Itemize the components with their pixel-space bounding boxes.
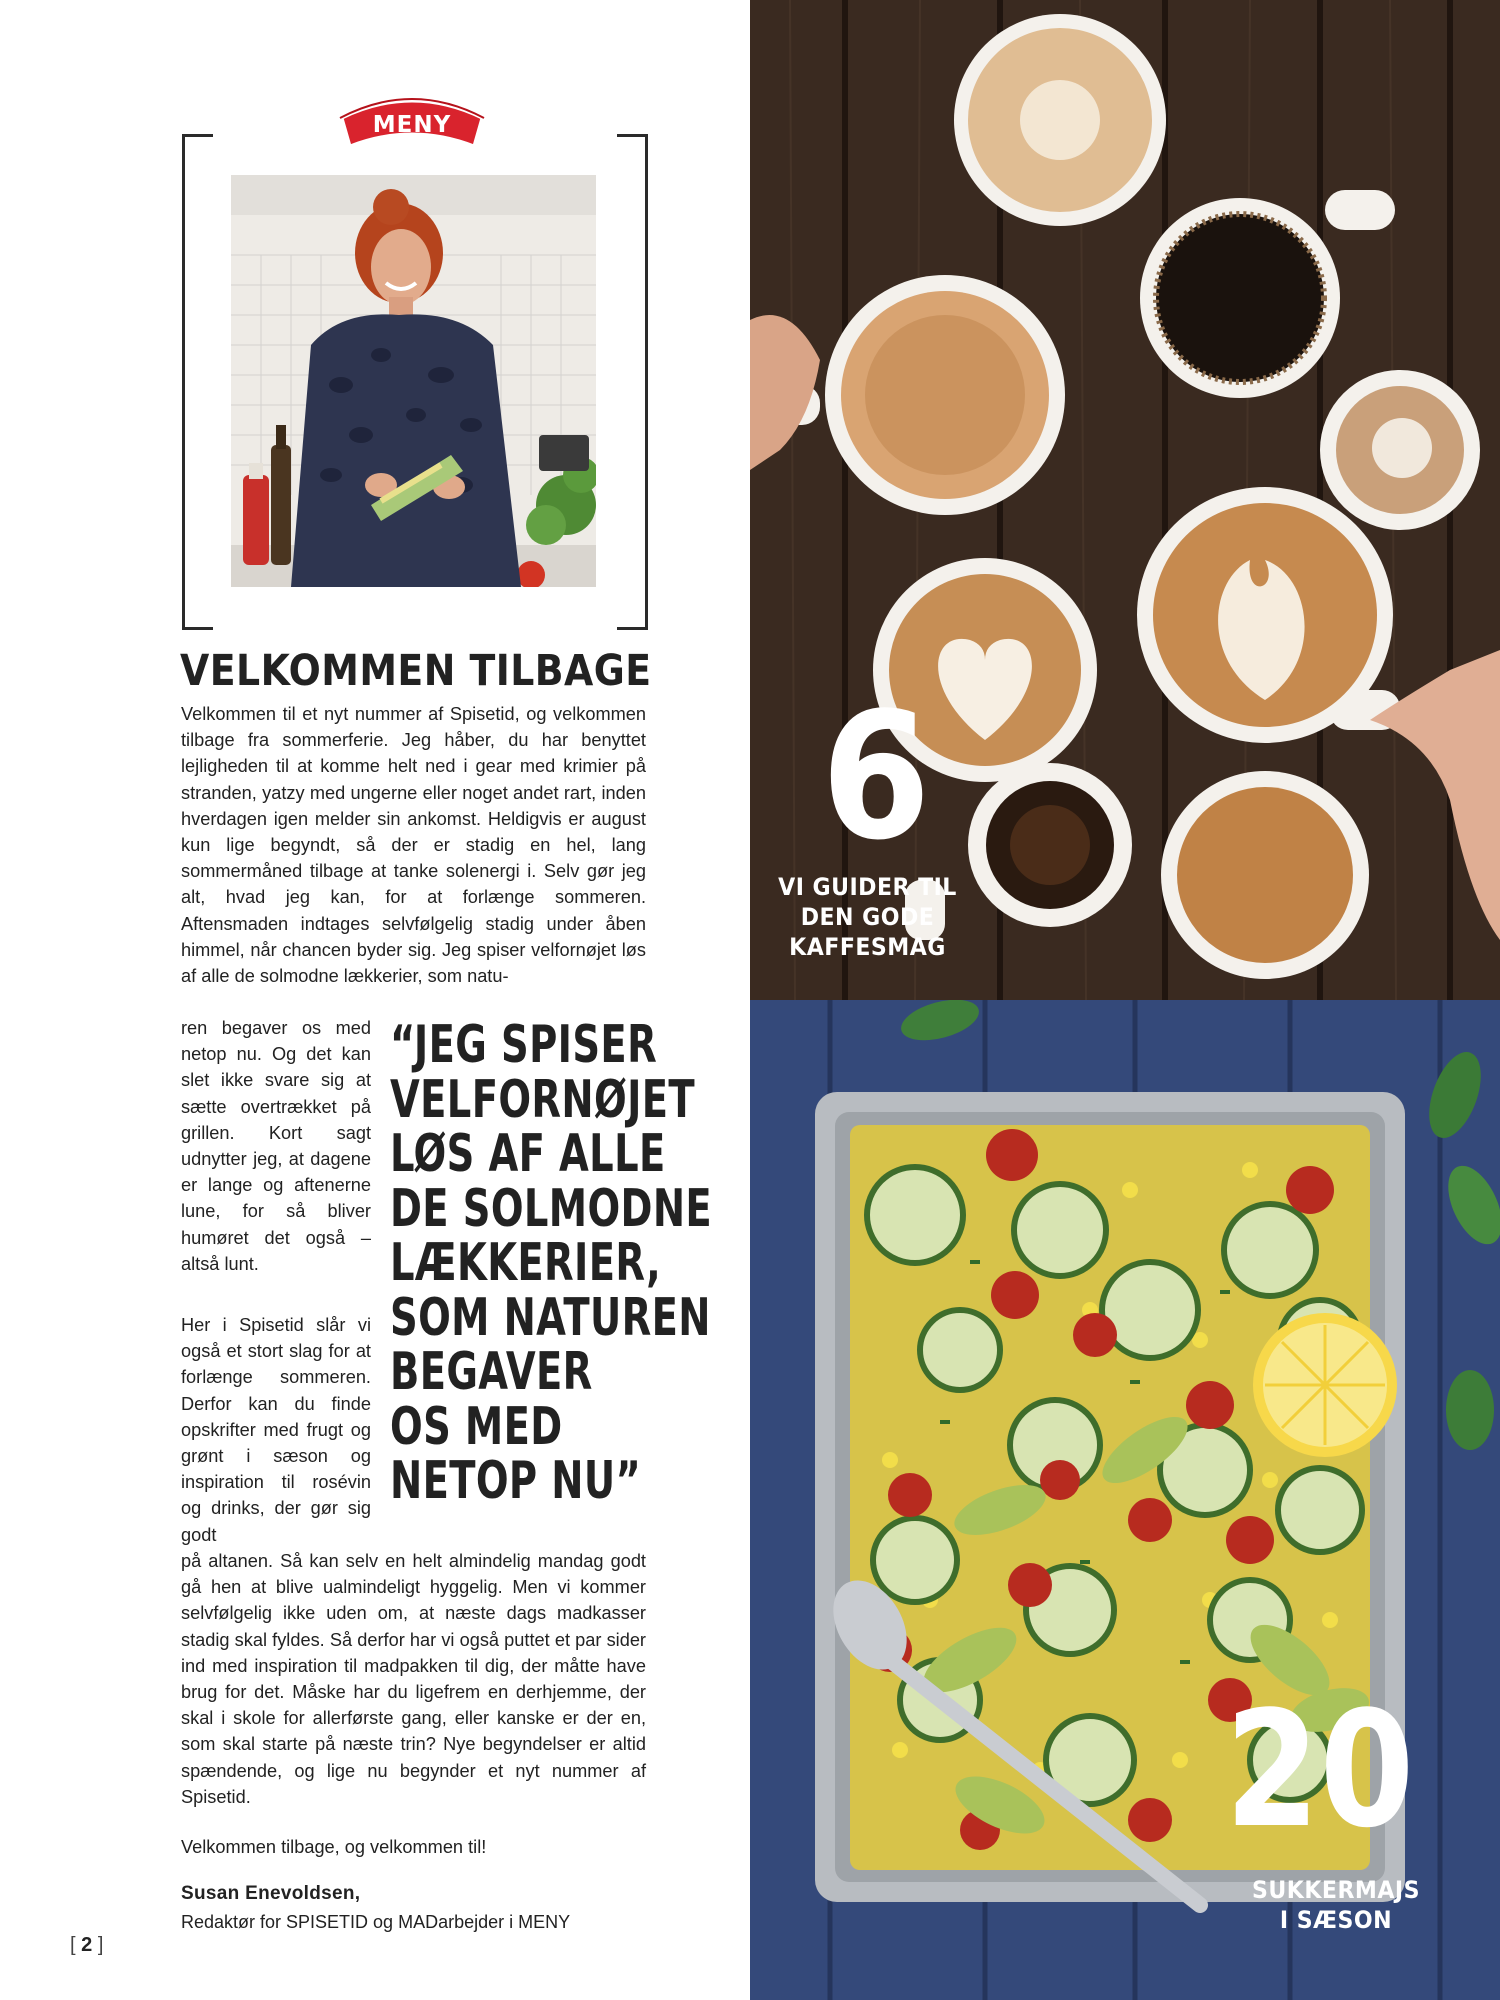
page-number	[70, 1934, 103, 1957]
page-bracket-open: [	[70, 1934, 76, 1956]
pull-quote-line: VELFORNØJET	[390, 1069, 696, 1130]
pull-quote-line: SOM NATUREN	[390, 1287, 711, 1348]
editor-portrait	[231, 175, 596, 587]
pull-quote-line: NETOP NU”	[390, 1451, 642, 1511]
headline: VELKOMMEN TILBAGE	[180, 646, 652, 696]
photo-bracket-right	[617, 134, 648, 630]
signature-name: Susan Enevoldsen,	[181, 1883, 361, 1904]
pull-quote	[390, 1015, 713, 1511]
second-paragraph-continued: på altanen. Så kan selv en helt almindelig mandag godt gå hen at blive ualmindeligt hyggelig. Men vi kommer selvfølgelig ikke uden om, at næste dags madkasser stadig skal fyldes. Så derfor har vi også puttet et par sider ind med inspiration til madpakken til dig, der måtte have brug for det. Måske har du ligefrem en derhjemme, der skal i skole for allerførste gang, eller kanske er der en, som skal starte på næste trin? Nye begyndelser er altid spændende, og lige nu begynder et nyt nummer af Spisetid.	[181, 1551, 646, 1807]
corn-caption-line: I SÆSON	[1279, 1906, 1393, 1934]
coffee-caption-line: DEN GODE	[800, 903, 935, 931]
corn-salad-photo	[750, 1000, 1500, 2000]
signature-role: Redaktør for SPISETID og MADarbejder i MENY	[181, 1912, 571, 1932]
pull-quote-line: OS MED	[390, 1396, 563, 1457]
page-bracket-close: ]	[97, 1934, 104, 1956]
intro-paragraph: Velkommen til et nyt nummer af Spisetid, og velkommen tilbage fra sommerferie. Jeg håber, du har benyttet lejligheden til at komme helt ned i gear med krimier på stranden, yatzy med ungerne eller noget andet rart, inden hverdagen igen melder sin ankomst. Heldigvis er august kun lige begyndt, så der er stadig en hel, lang sommermåned tilbage at tanke solenergi i. Selv gør jeg alt, hvad jeg kan, for at forlænge sommeren. Aftensmaden indtages selvfølgelig stadig under åben himmel, når chancen byder sig. Jeg spiser velfornøjet løs af alle de solmodne lækkerier, som natu-	[181, 704, 646, 987]
coffee-teaser-caption	[769, 872, 967, 962]
pull-quote-line: LÆKKERIER,	[390, 1233, 662, 1293]
coffee-teaser-number: 6	[821, 676, 931, 879]
pull-quote-line: DE SOLMODNE	[390, 1178, 713, 1239]
corn-teaser-number: 20	[1225, 1676, 1415, 1863]
corn-teaser-caption	[1229, 1875, 1442, 1935]
meny-logo	[334, 88, 490, 158]
corn-caption-line: SUKKERMAJS	[1252, 1876, 1420, 1904]
photo-bracket-left	[182, 134, 213, 630]
pull-quote-line: BEGAVER	[390, 1342, 593, 1402]
coffee-photo	[750, 0, 1500, 1000]
closing-line: Velkommen tilbage, og velkommen til!	[181, 1837, 487, 1857]
pull-quote-line: LØS AF ALLE	[390, 1124, 666, 1184]
pull-quote-line: “JEG SPISER	[390, 1015, 658, 1075]
meny-logo-text: MENY	[372, 112, 452, 138]
coffee-caption-line: KAFFESMAG	[789, 933, 946, 961]
second-paragraph: Her i Spisetid slår vi også et stort slag for at forlænge sommeren. Derfor kan du finde opskrifter med frugt og grønt i sæson og inspiration til rosévin og drinks, der gør sig godt	[181, 1315, 371, 1545]
intro-paragraph-continued: ren begaver os med netop nu. Og det kan slet ikke svare sig at sætte overtrækket på grillen. Kort sagt udnytter jeg, at dagene er lange og aftenerne lune, for så bliver humøret det også – altså lunt.	[181, 1018, 371, 1274]
page-number-value: 2	[81, 1934, 93, 1956]
coffee-caption-line: VI GUIDER TIL	[778, 873, 957, 901]
